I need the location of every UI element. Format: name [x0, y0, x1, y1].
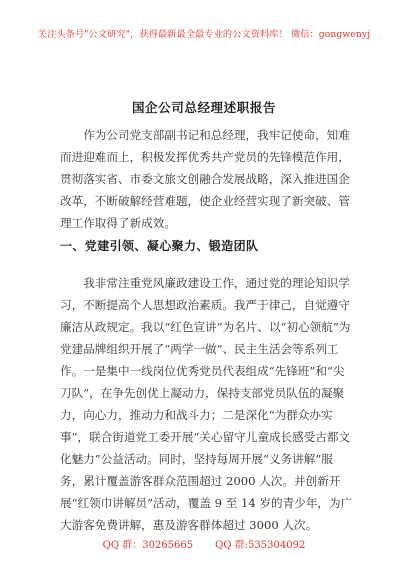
footer-qq-group-1: QQ 群：30265665 — [102, 540, 194, 551]
footer-contact — [0, 536, 408, 551]
section-paragraph: 我非常注重党风廉政建设工作，通过党的理论知识学习，不断提高个人思想政治素质。我严于律己，自觉遵守廉洁从政规定。我以“红色宣讲”为名片、以“初心领航”为党建品牌组织开展了“两学一做”、民主生活会等系列工作。一是集中一线岗位优秀党员代表组成“先锋班”和“尖刀队”，在争先创优上凝动力，保持支部党员队伍的凝聚力，向心力，推动力和战斗力；二是深化“为群众办实事”，联合街道党工委开展“关心留守儿童成长感受古都文化魅力”公益活动。同时，坚持每周开展“义务讲解”服务，累计覆盖游客群众范围超过 2000 人次。并创新开展“红领巾讲解员”活动，覆盖 9 至 14 岁的青少年，为广大游客免费讲解，惠及游客群体超过 3000 人次。 — [60, 276, 353, 532]
section-heading: 一、党建引领、凝心聚力、锻造团队 — [60, 239, 259, 253]
footer-qq-group-2: QQ 群:535304092 — [215, 540, 306, 551]
top-banner: 关注头条号"公文研究"，获得最新最全最专业的公文资料库！ 微信：gongwenyj — [37, 29, 371, 40]
page-title: 国企公司总经理述职报告 — [131, 100, 277, 115]
intro-paragraph: 作为公司党支部副书记和总经理，我牢记使命，知难而进迎难而上，积极发挥优秀共产党员的先锋模范作用，贯彻落实省、市委文旅文创融合发展战略，深入推进国企改革，不断破解经营难题，使企业经营实现了新突破、管理工作取得了新成效。 — [60, 128, 350, 230]
